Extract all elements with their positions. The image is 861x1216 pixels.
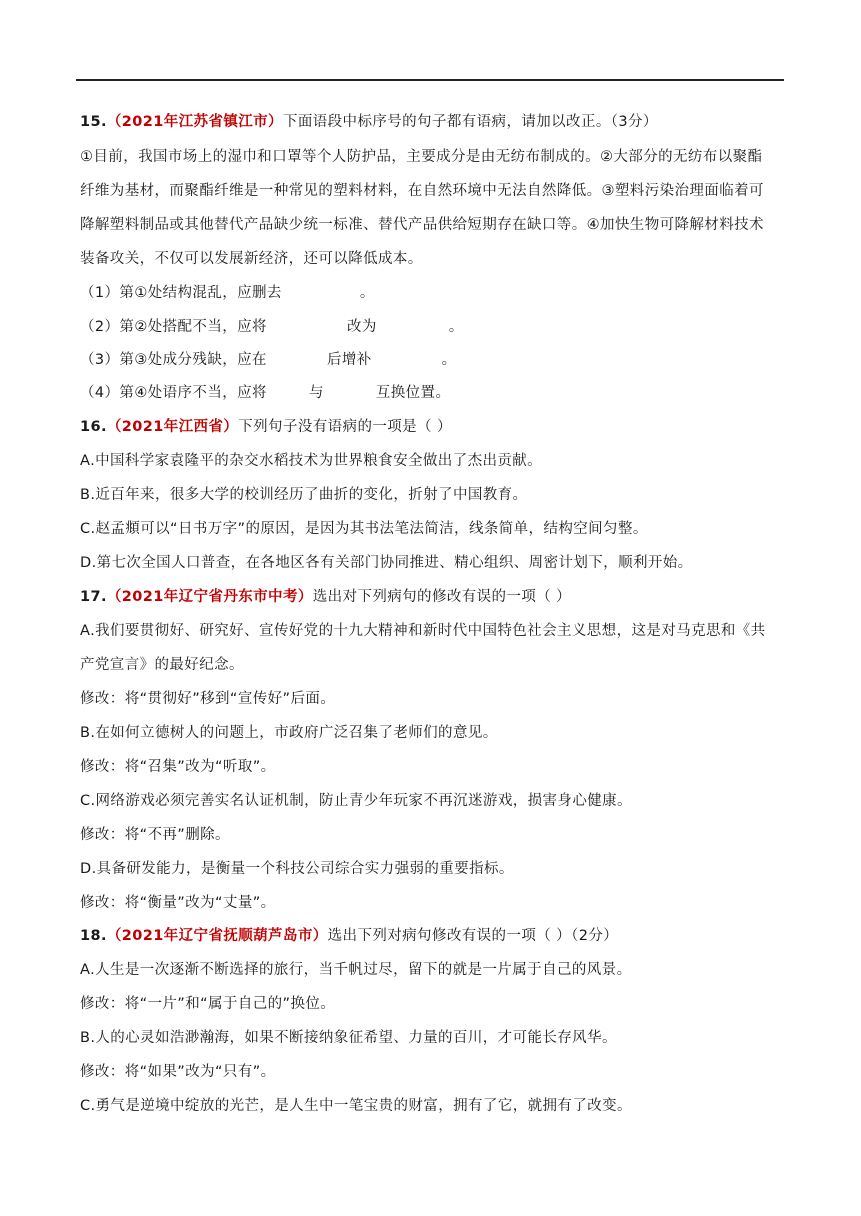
sub-question-2 — [80, 317, 800, 337]
sub-question-1 — [80, 283, 800, 303]
option-c: C.网络游戏必须完善实名认证机制，防止青少年玩家不再沉迷游戏，损害身心健康。 — [80, 793, 632, 809]
option-b: B.在如何立德树人的问题上，市政府广泛召集了老师们的意见。 — [80, 725, 498, 741]
revision-a: 修改：将“一片”和“属于自己的”换位。 — [80, 996, 336, 1012]
option-b: B.近百年来，很多大学的校训经历了曲折的变化，折射了中国教育。 — [80, 487, 528, 503]
question-number: 18. — [80, 928, 107, 944]
question-number: 16. — [80, 419, 107, 435]
option-c: C.勇气是逆境中绽放的光芒，是人生中一笔宝贵的财富，拥有了它，就拥有了改变。 — [80, 1098, 632, 1114]
sub-question-mid: 与 — [308, 385, 324, 401]
question-stem: 下列句子没有语病的一项是（ ） — [238, 419, 452, 435]
passage-line: 降解塑料制品或其他替代产品缺少统一标准、替代产品供给短期存在缺口等。④加快生物可降解材料技术 — [80, 217, 764, 233]
passage-line: 装备攻关，不仅可以发展新经济，还可以降低成本。 — [80, 251, 423, 267]
sub-question-text: （1）第①处结构混乱，应删去 — [80, 285, 282, 301]
question-stem: 选出对下列病句的修改有误的一项（ ） — [312, 589, 572, 605]
question-number: 17. — [80, 589, 107, 605]
sub-question-end: 互换位置。 — [375, 385, 451, 401]
question-source: （2021年辽宁省丹东市中考） — [106, 589, 313, 605]
question-stem: 下面语段中标序号的句子都有语病，请加以改正。（3分） — [282, 114, 658, 130]
revision-a: 修改：将“贯彻好”移到“宣传好”后面。 — [80, 691, 336, 707]
option-a: A.中国科学家袁隆平的杂交水稻技术为世界粮食安全做出了杰出贡献。 — [80, 453, 543, 469]
sub-question-mid: 改为 — [346, 319, 377, 335]
option-b: B.人的心灵如浩渺瀚海，如果不断接纳象征希望、力量的百川，才可能长存风华。 — [80, 1030, 617, 1046]
revision-d: 修改：将“衡量”改为“丈量”。 — [80, 895, 276, 911]
sub-question-text: （4）第④处语序不当，应将 — [80, 385, 267, 401]
sub-question-text: （3）第③处成分残缺，应在 — [80, 352, 267, 368]
question-number: 15. — [80, 114, 107, 130]
revision-b: 修改：将“如果”改为“只有”。 — [80, 1064, 276, 1080]
option-a-cont: 产党宣言》的最好纪念。 — [80, 657, 244, 673]
sub-question-end: 。 — [441, 352, 457, 368]
option-d: D.第七次全国人口普查，在各地区各有关部门协同推进、精心组织、周密计划下，顺利开始。 — [80, 555, 693, 571]
option-a: A.我们要贯彻好、研究好、宣传好党的十九大精神和新时代中国特色社会主义思想，这是对马克思和《共 — [80, 623, 766, 639]
option-d: D.具备研发能力，是衡量一个科技公司综合实力强弱的重要指标。 — [80, 861, 514, 877]
passage-line: ①目前，我国市场上的湿巾和口罩等个人防护品，主要成分是由无纺布制成的。②大部分的无纺布以聚酯 — [80, 149, 763, 165]
question-16-header — [80, 417, 800, 437]
sub-question-text: （2）第②处搭配不当，应将 — [80, 319, 267, 335]
question-source: （2021年辽宁省抚顺葫芦岛市） — [106, 928, 328, 944]
header-rule — [76, 79, 784, 81]
question-17-header — [80, 587, 800, 607]
question-source: （2021年江西省） — [106, 419, 239, 435]
revision-b: 修改：将“召集”改为“听取”。 — [80, 759, 276, 775]
revision-c: 修改：将“不再”删除。 — [80, 827, 230, 843]
option-a: A.人生是一次逐渐不断选择的旅行，当千帆过尽，留下的就是一片属于自己的风景。 — [80, 962, 632, 978]
passage-line: 纤维为基材，而聚酯纤维是一种常见的塑料材料，在自然环境中无法自然降低。③塑料污染治理面临着可 — [80, 183, 764, 199]
sub-question-4 — [80, 383, 800, 403]
sub-question-end: 。 — [359, 285, 375, 301]
sub-question-end: 。 — [448, 319, 464, 335]
option-c: C.赵孟頫可以“日书万字”的原因，是因为其书法笔法简洁，线条简单，结构空间匀整。 — [80, 521, 648, 537]
sub-question-3 — [80, 350, 800, 370]
question-18-header — [80, 926, 800, 946]
question-source: （2021年江苏省镇江市） — [106, 114, 283, 130]
sub-question-mid: 后增补 — [326, 352, 372, 368]
question-stem: 选出下列对病句修改有误的一项（ ）（2分） — [327, 928, 619, 944]
question-15-header — [80, 112, 800, 132]
